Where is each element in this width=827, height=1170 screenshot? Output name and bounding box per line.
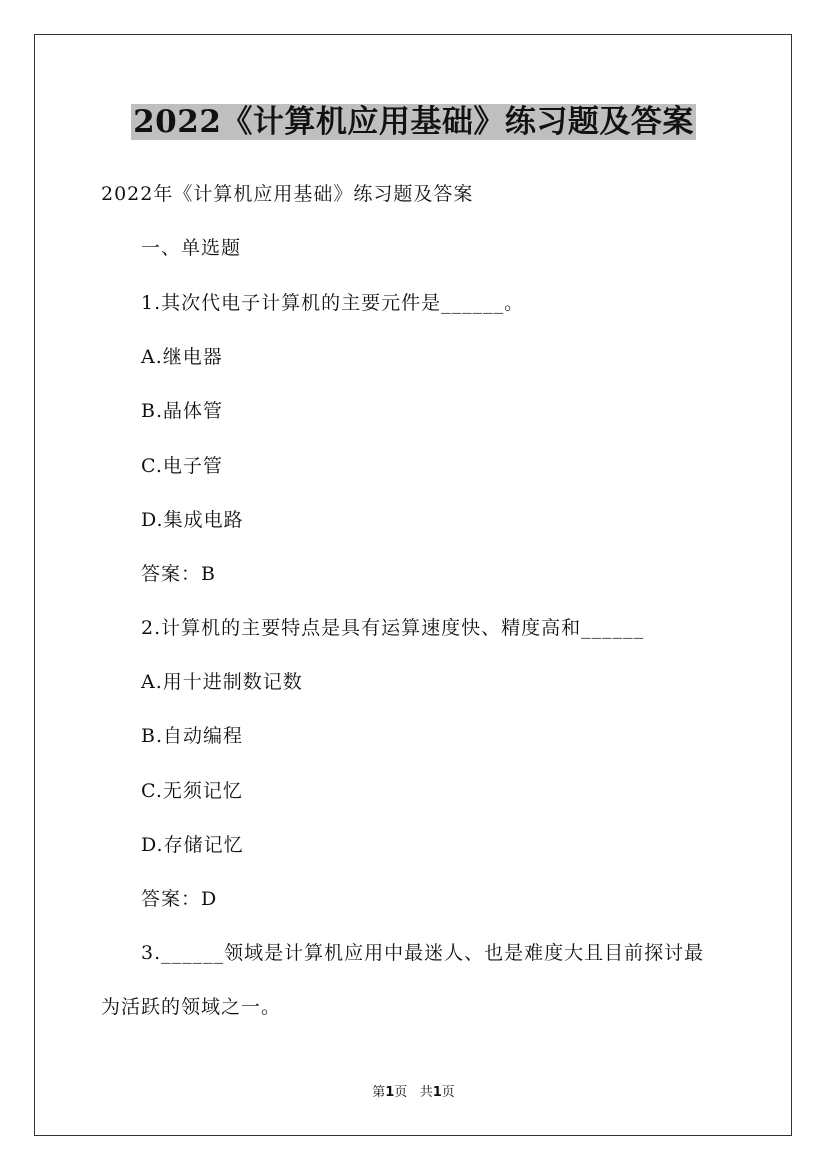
question-3-line-2: 为活跃的领域之一。	[101, 996, 282, 1018]
document-title-text: 2022《计算机应用基础》练习题及答案	[133, 104, 694, 140]
question-1: 1.其次代电子计算机的主要元件是______。	[141, 292, 525, 314]
footer-total-pages: 1	[432, 1085, 442, 1100]
question-2-option-a: A.用十进制数记数	[141, 671, 303, 693]
document-title	[0, 100, 827, 144]
question-2-option-c: C.无须记忆	[141, 780, 243, 802]
footer-page-suffix: 页	[394, 1085, 408, 1100]
question-1-option-d: D.集成电路	[141, 509, 244, 531]
question-2-option-d: D.存储记忆	[141, 834, 244, 856]
document-subtitle: 2022年《计算机应用基础》练习题及答案	[101, 183, 474, 205]
footer-total-prefix: 共	[419, 1085, 433, 1100]
question-3-line-1: 3.______领域是计算机应用中最迷人、也是难度大且目前探讨最	[141, 942, 705, 964]
question-2-option-b: B.自动编程	[141, 725, 244, 747]
question-1-option-a: A.继电器	[141, 346, 223, 368]
question-1-option-c: C.电子管	[141, 455, 223, 477]
question-1-option-b: B.晶体管	[141, 400, 224, 422]
question-2-answer: 答案：D	[141, 888, 218, 910]
page-footer	[0, 1083, 827, 1103]
question-2: 2.计算机的主要特点是具有运算速度快、精度高和______	[141, 617, 645, 639]
footer-page-number: 1	[385, 1085, 395, 1100]
footer-page-prefix: 第	[372, 1085, 386, 1100]
question-1-answer: 答案：B	[141, 563, 216, 585]
section-heading: 一、单选题	[141, 237, 242, 259]
footer-total-suffix: 页	[441, 1085, 455, 1100]
